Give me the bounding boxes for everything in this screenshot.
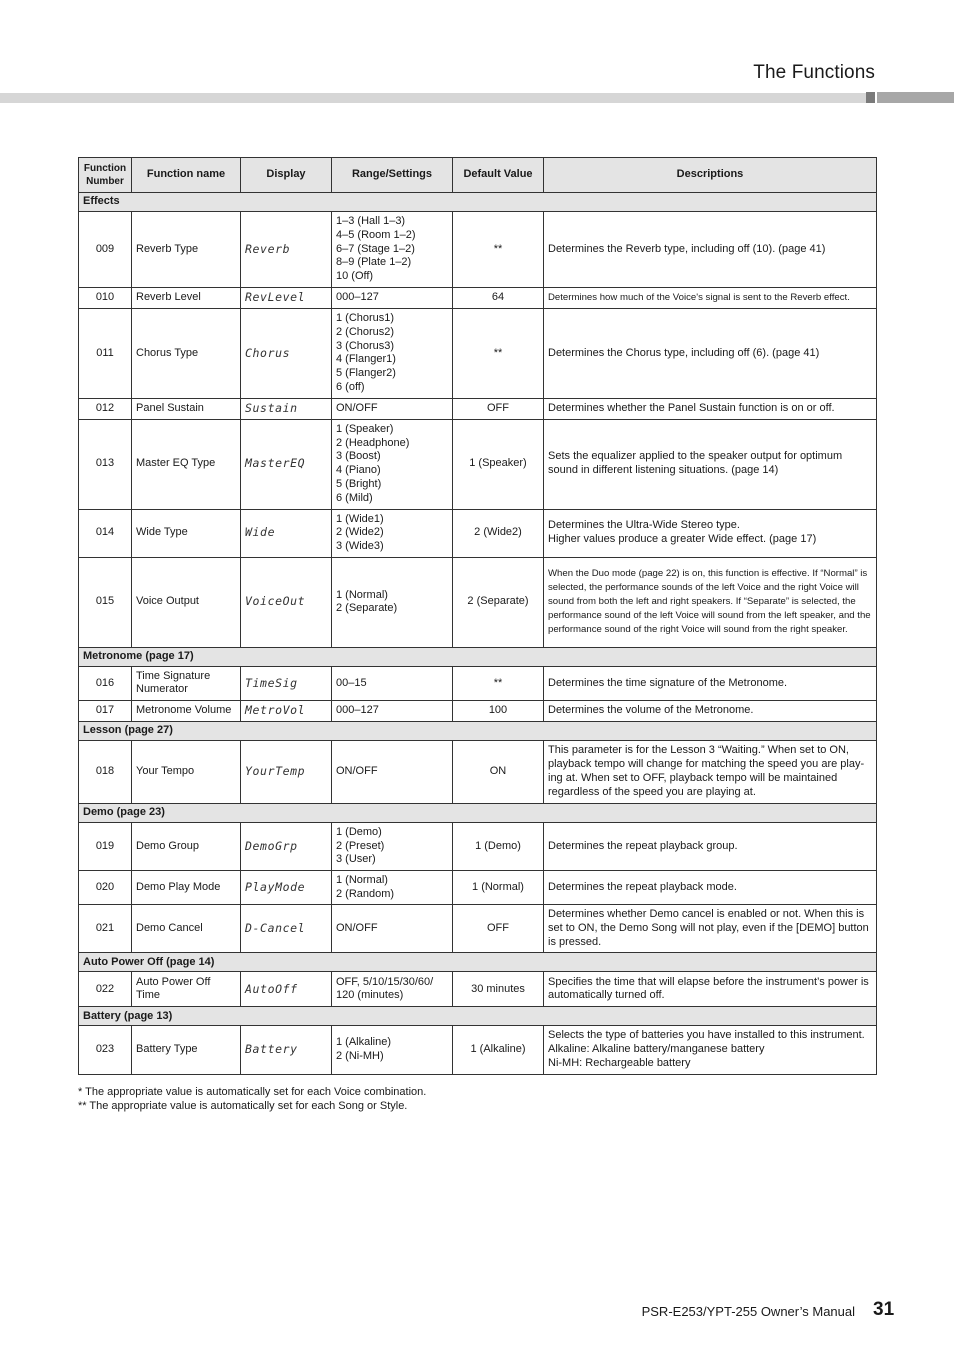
footnotes <box>78 1085 426 1113</box>
range-cell: 1–3 (Hall 1–3) 4–5 (Room 1–2) 6–7 (Stage 1–2) 8–9 (Plate 1–2) 10 (Off) <box>332 212 453 288</box>
description-cell: Determines the Reverb type, including off (10). (page 41) <box>544 212 877 288</box>
footnote: ** The appropriate value is automatically set for each Song or Style. <box>78 1100 408 1112</box>
function-name-cell: Panel Sustain <box>132 398 241 419</box>
section-title: Metronome (page 17) <box>79 647 877 666</box>
header-band-dark-marker <box>866 92 875 103</box>
default-value-cell: 30 minutes <box>453 972 544 1007</box>
table-row <box>79 288 877 309</box>
default-value-cell: 2 (Separate) <box>453 557 544 647</box>
display-cell: Chorus <box>241 308 332 398</box>
table-row <box>79 905 877 953</box>
function-name-cell: Master EQ Type <box>132 419 241 509</box>
function-number-cell: 023 <box>79 1026 132 1074</box>
range-cell: 1 (Alkaline) 2 (Ni-MH) <box>332 1026 453 1074</box>
display-cell: Wide <box>241 509 332 557</box>
range-cell: 1 (Demo) 2 (Preset) 3 (User) <box>332 822 453 870</box>
description-cell: Determines the Chorus type, including off (6). (page 41) <box>544 308 877 398</box>
page-number: 31 <box>873 1299 895 1320</box>
column-header: Default Value <box>453 158 544 193</box>
table-row <box>79 822 877 870</box>
display-cell: MetroVol <box>241 701 332 722</box>
function-number-cell: 010 <box>79 288 132 309</box>
function-number-cell: 020 <box>79 870 132 904</box>
description-cell: Determines whether Demo cancel is enabled or not. When this is set to ON, the Demo Song will not play, even if the [DEMO] button is pressed. <box>544 905 877 953</box>
section-row <box>79 953 877 972</box>
function-name-cell: Wide Type <box>132 509 241 557</box>
table-header-row <box>79 158 877 193</box>
description-cell: Determines the volume of the Metronome. <box>544 701 877 722</box>
function-number-cell: 019 <box>79 822 132 870</box>
display-cell: D-Cancel <box>241 905 332 953</box>
function-number-cell: 015 <box>79 557 132 647</box>
function-number-cell: 018 <box>79 740 132 803</box>
section-title: Auto Power Off (page 14) <box>79 953 877 972</box>
range-cell: 1 (Normal) 2 (Random) <box>332 870 453 904</box>
function-number-cell: 022 <box>79 972 132 1007</box>
table-row <box>79 212 877 288</box>
range-cell: 1 (Chorus1) 2 (Chorus2) 3 (Chorus3) 4 (Flanger1) 5 (Flanger2) 6 (off) <box>332 308 453 398</box>
function-name-cell: Demo Group <box>132 822 241 870</box>
range-cell: 000–127 <box>332 288 453 309</box>
section-row <box>79 1007 877 1026</box>
function-name-cell: Your Tempo <box>132 740 241 803</box>
column-header: Display <box>241 158 332 193</box>
table-row <box>79 419 877 509</box>
description-cell: When the Duo mode (page 22) is on, this function is effective. If “Normal” is selected, the performance sounds of the left Voice and the right Voice will sound from both the left and right speakers. If “Separate” is selected, the performance sound of the left Voice will sound from the left speaker, and the performance sound of the right Voice will sound from the right speaker. <box>544 557 877 647</box>
header-band-right <box>877 92 954 103</box>
description-cell: Determines whether the Panel Sustain function is on or off. <box>544 398 877 419</box>
header-band <box>0 93 866 103</box>
function-number-cell: 016 <box>79 666 132 700</box>
section-title: Lesson (page 27) <box>79 721 877 740</box>
function-name-cell: Reverb Type <box>132 212 241 288</box>
default-value-cell: 100 <box>453 701 544 722</box>
default-value-cell: ON <box>453 740 544 803</box>
table-row <box>79 972 877 1007</box>
table-row <box>79 509 877 557</box>
display-cell: TimeSig <box>241 666 332 700</box>
function-name-cell: Reverb Level <box>132 288 241 309</box>
function-number-cell: 017 <box>79 701 132 722</box>
display-cell: VoiceOut <box>241 557 332 647</box>
description-cell: This parameter is for the Lesson 3 “Waiting.” When set to ON, playback tempo will change for matching the speed you are play-ing at. When set to OFF, playback tempo will be maintained regardless of the speed you are playing at. <box>544 740 877 803</box>
description-cell: Determines the time signature of the Metronome. <box>544 666 877 700</box>
default-value-cell: OFF <box>453 398 544 419</box>
display-cell: Battery <box>241 1026 332 1074</box>
range-cell: ON/OFF <box>332 740 453 803</box>
function-name-cell: Metronome Volume <box>132 701 241 722</box>
default-value-cell: ** <box>453 308 544 398</box>
display-cell: Sustain <box>241 398 332 419</box>
description-cell: Determines how much of the Voice's signal is sent to the Reverb effect. <box>544 288 877 309</box>
footnote: * The appropriate value is automatically set for each Voice combination. <box>78 1086 427 1098</box>
range-cell: 1 (Speaker) 2 (Headphone) 3 (Boost) 4 (Piano) 5 (Bright) 6 (Mild) <box>332 419 453 509</box>
function-name-cell: Auto Power Off Time <box>132 972 241 1007</box>
function-number-cell: 011 <box>79 308 132 398</box>
table-row <box>79 740 877 803</box>
default-value-cell: 64 <box>453 288 544 309</box>
display-cell: DemoGrp <box>241 822 332 870</box>
default-value-cell: 1 (Demo) <box>453 822 544 870</box>
functions-table <box>78 157 877 1075</box>
description-cell: Determines the repeat playback group. <box>544 822 877 870</box>
table-row <box>79 666 877 700</box>
range-cell: 000–127 <box>332 701 453 722</box>
range-cell: ON/OFF <box>332 905 453 953</box>
default-value-cell: 1 (Speaker) <box>453 419 544 509</box>
display-cell: MasterEQ <box>241 419 332 509</box>
display-cell: AutoOff <box>241 972 332 1007</box>
section-row <box>79 647 877 666</box>
function-name-cell: Voice Output <box>132 557 241 647</box>
column-header: Function name <box>132 158 241 193</box>
default-value-cell: ** <box>453 212 544 288</box>
function-number-cell: 021 <box>79 905 132 953</box>
section-row <box>79 193 877 212</box>
table-row <box>79 557 877 647</box>
default-value-cell: 1 (Alkaline) <box>453 1026 544 1074</box>
range-cell: OFF, 5/10/15/30/60/ 120 (minutes) <box>332 972 453 1007</box>
function-number-cell: 012 <box>79 398 132 419</box>
function-name-cell: Battery Type <box>132 1026 241 1074</box>
range-cell: ON/OFF <box>332 398 453 419</box>
table-body <box>79 193 877 1075</box>
section-title: Effects <box>79 193 877 212</box>
description-cell: Determines the Ultra-Wide Stereo type. Higher values produce a greater Wide effect. (page 17) <box>544 509 877 557</box>
function-number-cell: 009 <box>79 212 132 288</box>
description-cell: Selects the type of batteries you have installed to this instrument. Alkaline: Alkaline battery/manganese battery Ni-MH: Rechargeable battery <box>544 1026 877 1074</box>
display-cell: YourTemp <box>241 740 332 803</box>
column-header: Descriptions <box>544 158 877 193</box>
default-value-cell: ** <box>453 666 544 700</box>
column-header: Function Number <box>79 158 132 193</box>
default-value-cell: 2 (Wide2) <box>453 509 544 557</box>
function-name-cell: Demo Cancel <box>132 905 241 953</box>
table-row <box>79 870 877 904</box>
section-row <box>79 803 877 822</box>
display-cell: Reverb <box>241 212 332 288</box>
default-value-cell: 1 (Normal) <box>453 870 544 904</box>
function-name-cell: Demo Play Mode <box>132 870 241 904</box>
description-cell: Determines the repeat playback mode. <box>544 870 877 904</box>
description-cell: Specifies the time that will elapse before the instrument’s power is automatically turned off. <box>544 972 877 1007</box>
function-number-cell: 013 <box>79 419 132 509</box>
table-row <box>79 398 877 419</box>
table-row <box>79 701 877 722</box>
range-cell: 00–15 <box>332 666 453 700</box>
description-cell: Sets the equalizer applied to the speaker output for optimum sound in different listening situations. (page 14) <box>544 419 877 509</box>
range-cell: 1 (Wide1) 2 (Wide2) 3 (Wide3) <box>332 509 453 557</box>
function-name-cell: Chorus Type <box>132 308 241 398</box>
table-row <box>79 1026 877 1074</box>
table-row <box>79 308 877 398</box>
display-cell: RevLevel <box>241 288 332 309</box>
function-name-cell: Time Signature Numerator <box>132 666 241 700</box>
display-cell: PlayMode <box>241 870 332 904</box>
range-cell: 1 (Normal) 2 (Separate) <box>332 557 453 647</box>
section-row <box>79 721 877 740</box>
page-title: The Functions <box>753 62 875 83</box>
footer-model-name: PSR-E253/YPT-255 Owner’s Manual <box>641 1304 855 1319</box>
section-title: Demo (page 23) <box>79 803 877 822</box>
column-header: Range/Settings <box>332 158 453 193</box>
section-title: Battery (page 13) <box>79 1007 877 1026</box>
default-value-cell: OFF <box>453 905 544 953</box>
function-number-cell: 014 <box>79 509 132 557</box>
